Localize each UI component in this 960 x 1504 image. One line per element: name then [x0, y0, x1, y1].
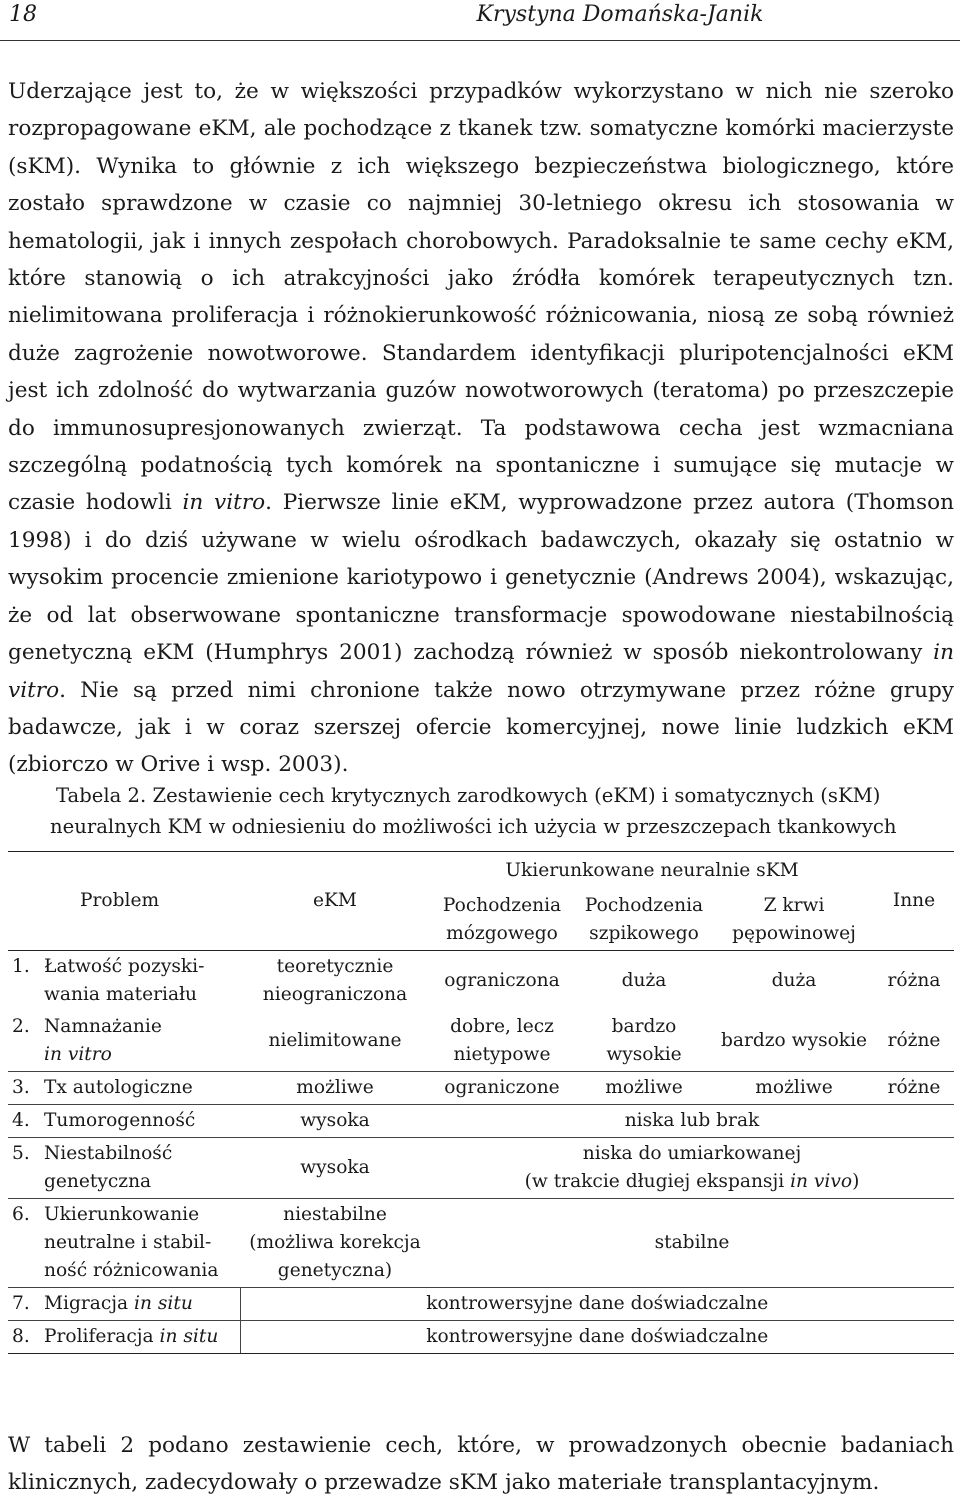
- table-row: [8, 951, 954, 1012]
- cell-span-italic: in vivo: [790, 1171, 853, 1192]
- cell-other: różne: [874, 1072, 954, 1105]
- cell-brain: ograniczona: [444, 970, 560, 991]
- row-number: 1.: [12, 956, 30, 977]
- cell-marrow: możliwe: [574, 1072, 714, 1105]
- row-number: 5.: [12, 1143, 30, 1164]
- cell-span-line-2: (w trakcie długiej ekspansji: [524, 1171, 791, 1192]
- cell-all-span: kontrowersyjne dane doświadczalne: [240, 1288, 954, 1321]
- cell-skm-span: stabilne: [430, 1199, 954, 1288]
- table-row: [8, 1011, 954, 1072]
- row-problem: Niestabilność genetyczna: [44, 1143, 173, 1192]
- row-problem-italic: in vitro: [44, 1044, 112, 1065]
- table-row: [8, 1138, 954, 1199]
- cell-skm-span: [430, 1138, 954, 1199]
- table-row: [8, 1321, 954, 1354]
- comparison-table: [8, 851, 954, 1354]
- row-number: 7.: [12, 1293, 30, 1314]
- body-paragraph: [8, 73, 954, 784]
- caption-line-1: Tabela 2. Zestawienie cech krytycznych zarodkowych (eKM) i somatycznych (sKM): [56, 784, 881, 807]
- cell-span-line-1: niska do umiarkowanej: [582, 1143, 802, 1164]
- table-row: [8, 1199, 954, 1288]
- row-problem: Proliferacja: [44, 1326, 160, 1347]
- row-problem-italic: in situ: [159, 1326, 219, 1347]
- paragraph-text: . Nie są przed nimi chronione także nowo otrzymywane przez różne grupy badawcze, jak i w coraz szerszej ofercie komercyjnej, nowe linie ludzkich eKM (zbiorczo w Orive i wsp. 2003).: [8, 677, 954, 778]
- page-number: 18: [9, 2, 37, 27]
- cell-other: różne: [887, 1030, 941, 1051]
- cell-all-span: kontrowersyjne dane doświadczalne: [240, 1321, 954, 1354]
- closing-paragraph: W tabeli 2 podano zestawienie cech, które, w prowadzonych obecnie badaniach klinicznych, zadecydowały o przewadze sKM jako materiałe transplantacyjnym.: [8, 1433, 954, 1496]
- caption-line-2: neuralnych KM w odniesieniu do możliwości ich użycia w przeszczepach tkankowych: [50, 815, 897, 838]
- row-problem: Ukierunkowanie neutralne i stabilność różnicowania: [44, 1204, 219, 1281]
- cell-cord: duża: [771, 970, 817, 991]
- cell-span-close: ): [852, 1171, 860, 1192]
- cell-ekm: teoretycznie nieograniczona: [262, 956, 408, 1005]
- cell-ekm: nielimitowane: [268, 1030, 402, 1051]
- cell-ekm: możliwe: [240, 1072, 430, 1105]
- table-row: [8, 1105, 954, 1138]
- row-number: 3.: [12, 1077, 30, 1098]
- header-inne: Inne: [874, 852, 954, 951]
- paragraph-text: . Pierwsze linie eKM, wyprowadzone przez autora (Thomson 1998) i do dziś używane w wielu ośrodkach badawczych, okazały się ostatnio w wysokim procencie zmienione kariotypowo i genetycznie (Andrews 2004), wskazując, że od lat obserwowane spontaniczne transformacje spowodowane niestabilnością genetyczną eKM (Humphrys 2001) zachodzą również w sposób niekontrolowany: [8, 490, 954, 666]
- cell-skm-span: niska lub brak: [430, 1105, 954, 1138]
- cell-cord: bardzo wysokie: [720, 1030, 868, 1051]
- table-row: [8, 1072, 954, 1105]
- cell-other: różna: [887, 970, 941, 991]
- row-problem: Tumorogenność: [44, 1110, 196, 1131]
- row-problem: Namnażanie: [44, 1016, 162, 1037]
- row-problem-italic: in situ: [134, 1293, 193, 1314]
- header-problem: Problem: [8, 852, 240, 951]
- paragraph-italic-term: in vitro: [8, 640, 954, 703]
- running-header: [0, 0, 960, 41]
- table-caption: [50, 780, 930, 842]
- header-brain-origin: Pochodzenia mózgowego: [430, 890, 574, 951]
- header-marrow-origin: Pochodzenia szpikowego: [574, 890, 714, 951]
- header-cord-blood: Z krwi pępowinowej: [714, 890, 874, 951]
- row-number: 8.: [12, 1326, 30, 1347]
- header-skm-group: Ukierunkowane neuralnie sKM: [430, 852, 874, 891]
- cell-cord: możliwe: [714, 1072, 874, 1105]
- cell-ekm: niestabilne (możliwa korekcja genetyczna): [240, 1199, 430, 1288]
- row-problem: Migracja: [44, 1293, 135, 1314]
- table-row: [8, 1288, 954, 1321]
- row-number: 4.: [12, 1110, 30, 1131]
- cell-marrow: duża: [621, 970, 667, 991]
- cell-ekm: wysoka: [240, 1105, 430, 1138]
- cell-brain: ograniczone: [430, 1072, 574, 1105]
- running-head-author: Krystyna Domańska-Janik: [476, 2, 764, 27]
- header-ekm: eKM: [240, 852, 430, 951]
- paragraph-text: Uderzające jest to, że w większości przypadków wykorzystano w nich nie szeroko rozpropagowane eKM, ale pochodzące z tkanek tzw. somatyczne komórki macierzyste (sKM). Wynika to głównie z ich większego bezpieczeństwa biologicznego, które zostało sprawdzone w czasie co najmniej 30-letniego okresu ich stosowania w hematologii, jak i innych zespołach chorobowych. Paradoksalnie te same cechy eKM, które stanowią o ich atrakcyjności jako źródła komórek terapeutycznych tzn. nielimitowana proliferacja i różnokierunkowość różnicowania, niosą ze sobą również duże zagrożenie nowotworowe. Standardem identyfikacji pluripotencjalności eKM jest ich zdolność do wytwarzania guzów nowotworowych (teratoma) po przeszczepie do immunosupresjonowanych zwierząt. Ta podstawowa cecha jest wzmacniana szczególną podatnością tych komórek na spontaniczne i sumujące się mutacje w czasie hodowli: [8, 79, 954, 516]
- paragraph-italic-term: in vitro: [182, 490, 266, 516]
- row-problem: Tx autologiczne: [44, 1077, 193, 1098]
- cell-ekm: wysoka: [240, 1138, 430, 1199]
- cell-marrow: bardzo wysokie: [606, 1016, 682, 1065]
- row-problem: Łatwość pozyskiwania materiału: [44, 956, 205, 1005]
- row-number: 2.: [12, 1016, 30, 1037]
- cell-brain: dobre, lecz nietypowe: [450, 1016, 554, 1065]
- row-number: 6.: [12, 1204, 30, 1225]
